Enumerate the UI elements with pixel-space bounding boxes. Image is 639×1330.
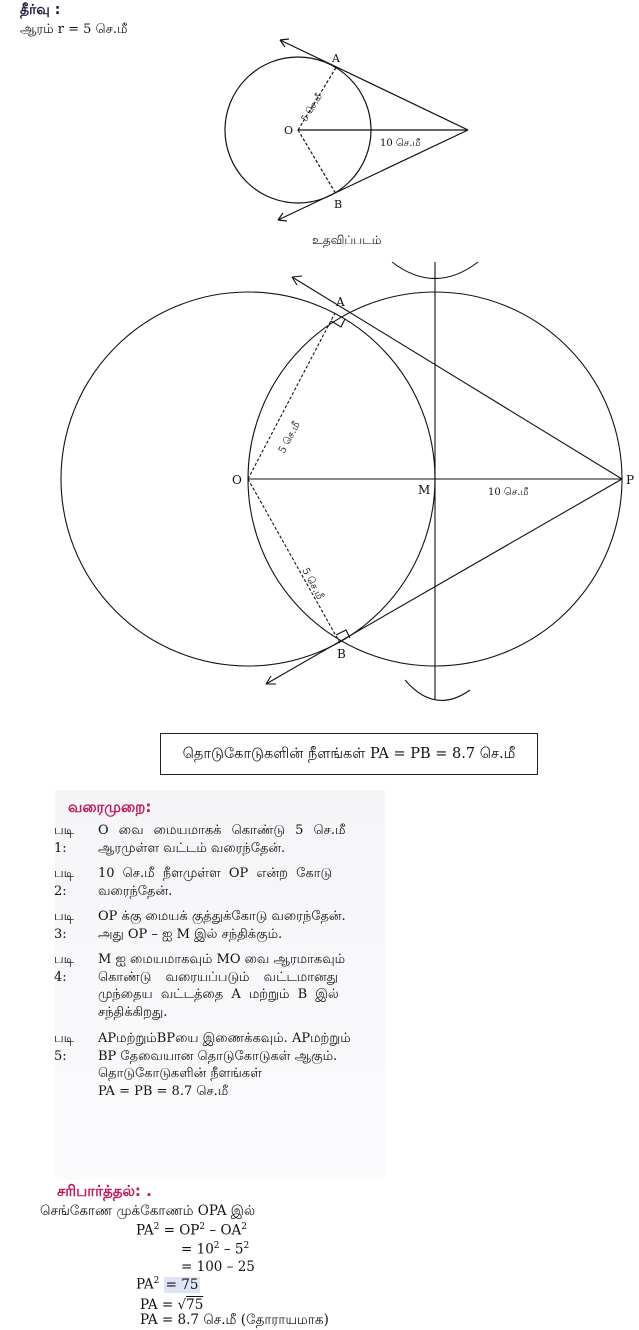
rough-label-o: O <box>284 124 294 137</box>
step-number: படி 2: <box>54 866 75 899</box>
calc-exponent: 2 <box>241 1222 248 1232</box>
step-line: 10 செ.மீ நீளமுள்ள OP என்ற கோடு <box>98 866 333 881</box>
step-line: O வை மையமாகக் கொண்டு 5 செ.மீ <box>98 823 346 838</box>
label-o: O <box>232 473 242 487</box>
step-number: படி 4: <box>54 952 75 985</box>
solution-heading: தீர்வு : <box>20 2 61 18</box>
calc-exponent: 2 <box>153 1276 160 1286</box>
calc-term: – OA <box>209 1222 242 1239</box>
calc-line-5 <box>140 1297 203 1313</box>
step-number: படி 1: <box>54 823 75 856</box>
calc-term: PA <box>136 1276 154 1293</box>
rough-length-label: 10 செ.மீ <box>380 138 421 149</box>
step-line: சந்திக்கிறது. <box>98 1004 168 1020</box>
rough-radius-ob <box>298 130 336 194</box>
step-line: M ஐ மையமாகவும் MO வை ஆரமாகவும் <box>98 952 346 967</box>
step-number: படி 5: <box>54 1031 75 1064</box>
calc-term: PA <box>140 1297 158 1313</box>
step-line: தொடுகோடுகளின் நீளங்கள் <box>98 1066 262 1081</box>
verification-intro: செங்கோண முக்கோணம் OPA இல் <box>40 1203 256 1219</box>
calc-line-6: PA = 8.7 செ.மீ (தோராயமாக) <box>140 1312 329 1328</box>
radius-label-lower: 5 செ.மீ <box>299 566 326 602</box>
procedure-heading: வரைமுறை: <box>68 798 152 816</box>
right-angle-a <box>331 319 345 327</box>
calc-term: = 10 <box>181 1241 214 1258</box>
calc-term: 75 <box>186 1297 204 1313</box>
calc-term: PA <box>136 1222 154 1239</box>
verification-heading: சரிபார்த்தல்: . <box>57 1182 152 1200</box>
calc-term: = <box>161 1297 174 1313</box>
radius-ob <box>248 479 340 643</box>
radius-statement: ஆரம் r = 5 செ.மீ <box>20 22 128 37</box>
label-m: M <box>418 483 431 497</box>
label-p: P <box>626 473 635 487</box>
step-line: கொண்டு வரையப்படும் வட்டமானது <box>98 969 338 985</box>
step-number: படி 3: <box>54 909 75 942</box>
radius-label-upper: 5 செ.மீ <box>276 420 303 456</box>
step-line: BP தேவையான தொடுகோடுகள் ஆகும். <box>98 1048 338 1064</box>
step-line: முந்தைய வட்டத்தை A மற்றும் B இல் <box>98 987 339 1002</box>
rough-radius-label: 5 செ.மீ <box>300 92 325 124</box>
calc-line-4 <box>136 1276 200 1293</box>
construction-figure <box>0 250 639 720</box>
calc-exponent: 2 <box>243 1241 250 1251</box>
calc-term: – 5 <box>223 1241 244 1258</box>
step-line: PA = PB = 8.7 செ.மீ <box>98 1083 229 1099</box>
tangent-pb <box>266 479 622 684</box>
calc-exponent: 2 <box>213 1241 220 1251</box>
step-line: OP க்கு மையக் குத்துக்கோடு வரைந்தேன். <box>98 909 346 924</box>
rough-label-b: B <box>334 198 343 211</box>
sqrt-icon: √ <box>177 1297 187 1313</box>
rough-caption: உதவிப்படம் <box>312 233 382 247</box>
step-line: அது OP – ஐ M இல் சந்திக்கும். <box>98 926 283 942</box>
rough-label-a: A <box>332 52 340 65</box>
calc-term: = OP <box>163 1222 200 1239</box>
calc-exponent: 2 <box>199 1222 206 1232</box>
step-line: வரைந்தேன். <box>98 883 173 899</box>
calc-exponent: 2 <box>153 1222 160 1232</box>
step-line: APமற்றும்BPயை இணைக்கவும். APமற்றும் <box>98 1031 351 1046</box>
length-label: 10 செ.மீ <box>488 487 529 498</box>
calc-term: = 75 <box>165 1276 199 1293</box>
step-line: ஆரமுள்ள வட்டம் வரைந்தேன். <box>98 840 286 856</box>
label-b: B <box>337 647 346 661</box>
rough-figure <box>0 0 639 250</box>
radius-oa <box>248 313 335 479</box>
result-box: தொடுகோடுகளின் நீளங்கள் PA = PB = 8.7 செ.மீ <box>160 733 538 775</box>
arc-lower <box>405 680 470 700</box>
calc-line-1 <box>136 1222 247 1239</box>
calc-line-3: = 100 – 25 <box>181 1259 255 1275</box>
label-a: A <box>336 295 345 309</box>
calc-line-2 <box>181 1241 249 1258</box>
